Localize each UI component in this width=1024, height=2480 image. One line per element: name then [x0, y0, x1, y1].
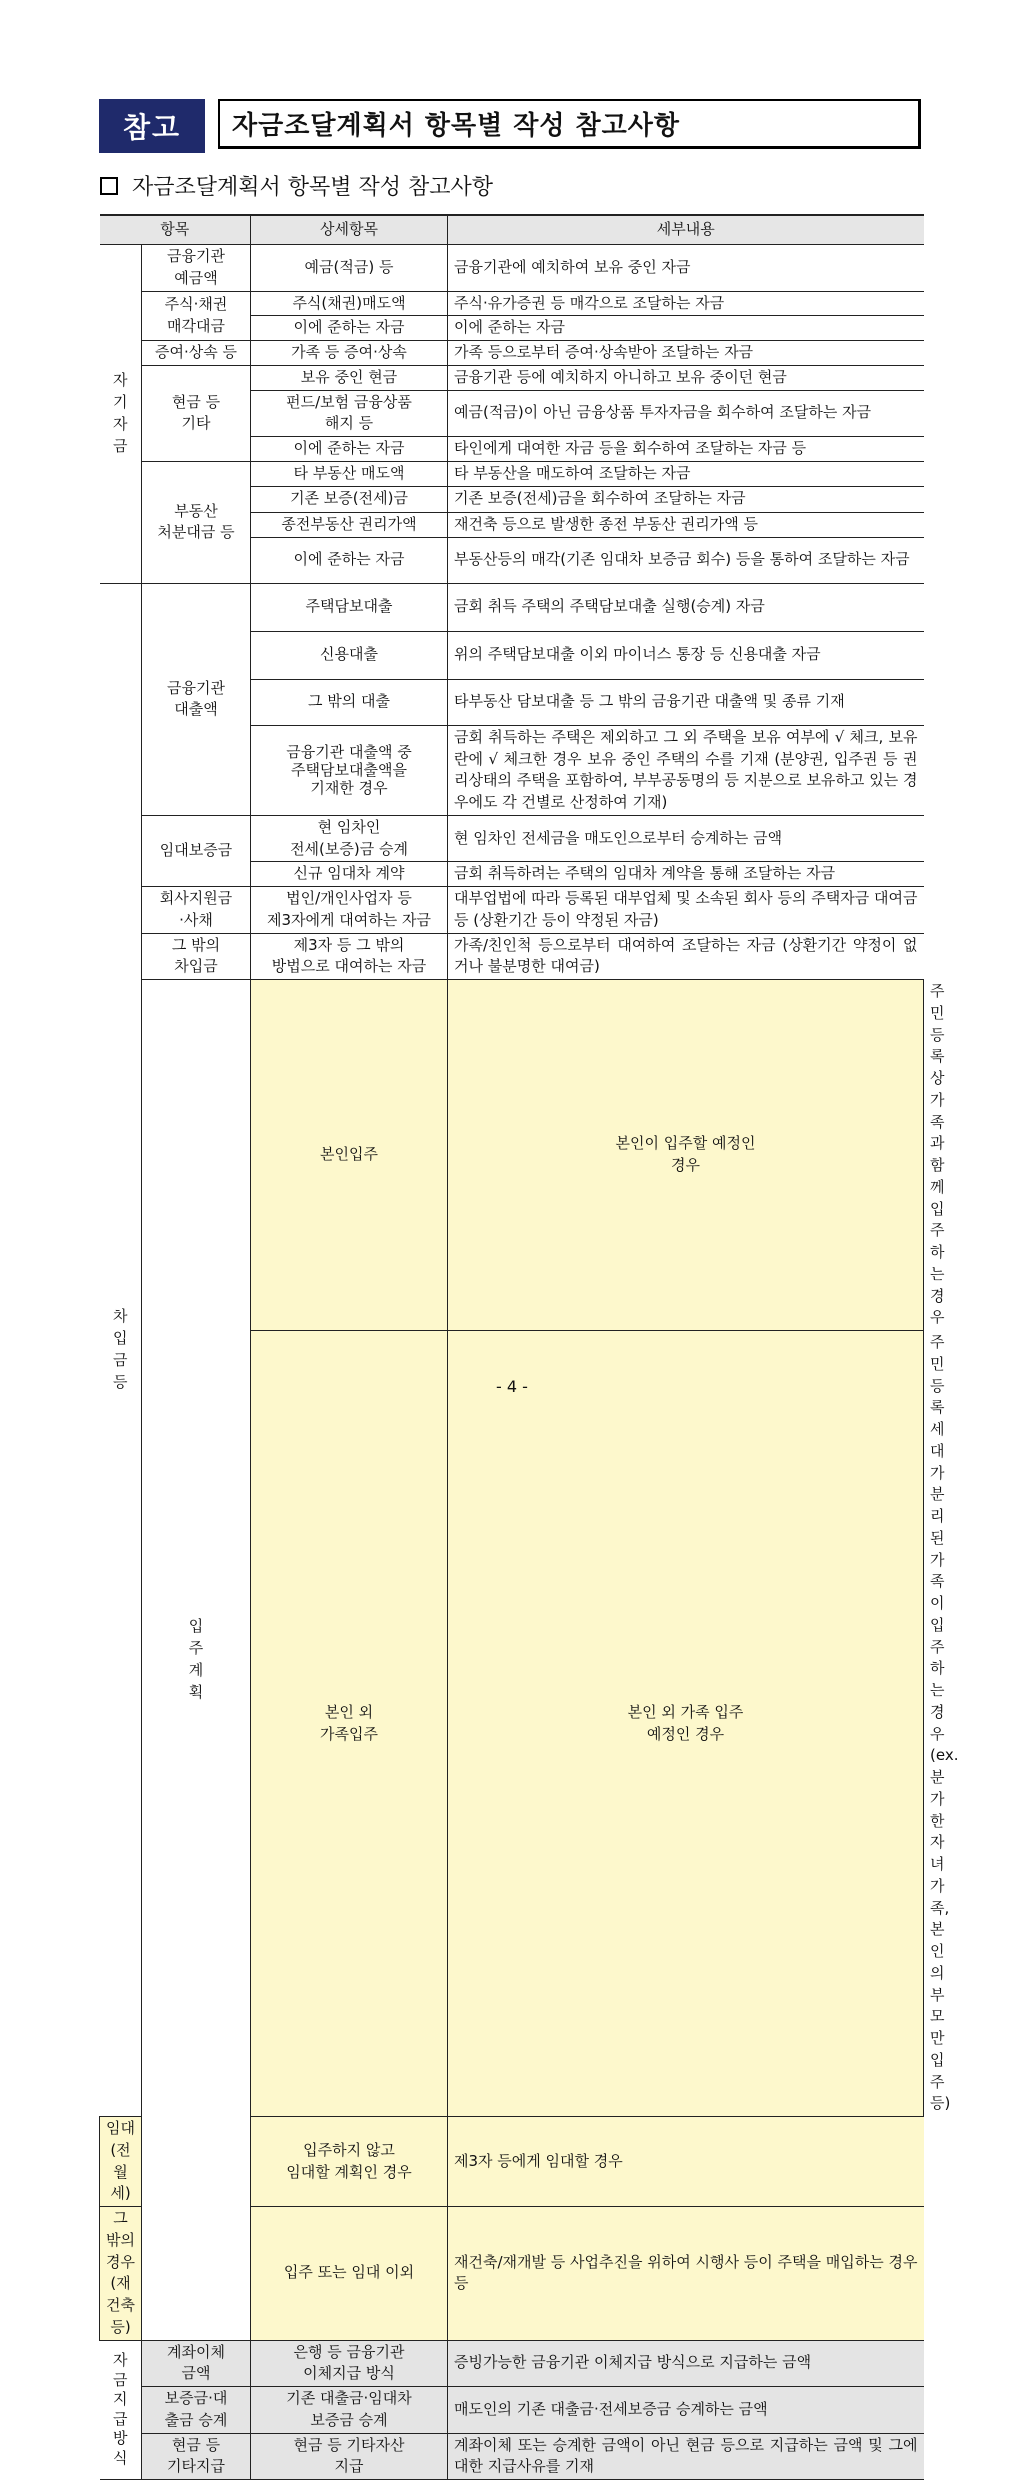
row-description: 대부업법에 따라 등록된 대부업체 및 소속된 회사 등의 주택자금 대여금 등 (상환기간 등이 약정된 자금)	[448, 887, 924, 934]
table-header-row	[100, 215, 924, 245]
row-description: 위의 주택담보대출 이외 마이너스 통장 등 신용대출 자금	[448, 631, 924, 679]
table-row	[100, 291, 924, 316]
row-item: 회사지원금 ·사채	[142, 887, 251, 934]
row-detail: 주식(채권)매도액	[251, 291, 448, 316]
row-description: 재건축 등으로 발생한 종전 부동산 권리가액 등	[448, 512, 924, 537]
table-row	[100, 461, 924, 486]
section-move-in: 입 주 계 획	[142, 980, 251, 2341]
row-description: 이에 준하는 자금	[448, 316, 924, 341]
table-row: 본인 외 가족입주 본인 외 가족 입주 예정인 경우 주민등록세대가 분리된 가족이 입주하는 경우 (ex. 분가한 자녀가족, 본인의 부모만 입주 등)	[100, 1331, 924, 2117]
row-item: 임대(전월세)	[100, 2117, 142, 2207]
header-item: 항목	[100, 215, 251, 245]
row-description: 금회 취득하려는 주택의 임대차 계약을 통해 조달하는 자금	[448, 862, 924, 887]
row-detail: 이에 준하는 자금	[251, 437, 448, 462]
row-detail: 타 부동산 매도액	[251, 461, 448, 486]
row-detail: 이에 준하는 자금	[251, 316, 448, 341]
row-detail: 기존 대출금·임대차 보증금 승계	[251, 2387, 448, 2434]
row-item: 계좌이체 금액	[142, 2340, 251, 2387]
row-detail: 기존 보증(전세)금	[251, 486, 448, 512]
row-detail: 은행 등 금융기관 이체지급 방식	[251, 2340, 448, 2387]
row-description: 현 임차인 전세금을 매도인으로부터 승계하는 금액	[448, 815, 924, 862]
row-item: 그 밖의 차입금	[142, 933, 251, 980]
row-description: 금회 취득하는 주택은 제외하고 그 외 주택을 보유 여부에 √ 체크, 보유란에 √ 체크한 경우 보유 중인 주택의 수를 기재 (분양권, 입주권 등 권리상태의 주택을 포함하여, 부부공동명의 등 지분으로 보유하고 있는 경우에도 각 건별로 산정하여 기재)	[448, 725, 924, 815]
table-row	[100, 933, 924, 980]
row-detail: 입주 또는 임대 이외	[251, 2207, 448, 2341]
row-item: 부동산 처분대금 등	[142, 461, 251, 583]
row-detail: 신용대출	[251, 631, 448, 679]
row-description: 금융기관 등에 예치하지 아니하고 보유 중이던 현금	[448, 365, 924, 390]
subheading-text: 자금조달계획서 항목별 작성 참고사항	[132, 175, 494, 200]
row-detail: 보유 중인 현금	[251, 365, 448, 390]
row-detail: 주택담보대출	[251, 583, 448, 631]
row-description: 타 부동산을 매도하여 조달하는 자금	[448, 461, 924, 486]
table-row: 입 주 계 획 본인입주 본인이 입주할 예정인 경우 주민등록상 가족과 함께 입주하는 경우	[100, 980, 924, 1331]
row-description: 매도인의 기존 대출금·전세보증금 승계하는 금액	[448, 2387, 924, 2434]
row-description: 기존 보증(전세)금을 회수하여 조달하는 자금	[448, 486, 924, 512]
table-row	[100, 2340, 924, 2387]
row-description: 금회 취득 주택의 주택담보대출 실행(승계) 자금	[448, 583, 924, 631]
row-item: 현금 등 기타	[142, 365, 251, 461]
row-detail: 금융기관 대출액 중 주택담보대출액을 기재한 경우	[251, 725, 448, 815]
row-item: 증여·상속 등	[142, 341, 251, 366]
funding-plan-table	[99, 214, 959, 2480]
table-row	[100, 245, 924, 292]
row-item: 임대보증금	[142, 815, 251, 886]
row-item: 본인입주	[251, 980, 448, 1331]
row-description: 재건축/재개발 등 사업추진을 위하여 시행사 등이 주택을 매입하는 경우 등	[448, 2207, 924, 2341]
row-item: 본인 외 가족입주	[251, 1331, 448, 2117]
section-payment: 자 금 지 급 방 식	[100, 2340, 142, 2480]
table-row	[100, 887, 924, 934]
row-detail: 그 밖의 대출	[251, 679, 448, 725]
row-detail: 현금 등 기타자산 지급	[251, 2433, 448, 2480]
row-detail: 법인/개인사업자 등 제3자에게 대여하는 자금	[251, 887, 448, 934]
checkbox-icon	[100, 177, 118, 195]
row-item: 금융기관 예금액	[142, 245, 251, 292]
table-row	[100, 341, 924, 366]
table-row	[100, 2387, 924, 2434]
page-header	[99, 99, 925, 153]
row-description: 가족/친인척 등으로부터 대여하여 조달하는 자금 (상환기간 약정이 없거나 불분명한 대여금)	[448, 933, 924, 980]
row-detail: 이에 준하는 자금	[251, 537, 448, 583]
page-title: 자금조달계획서 항목별 작성 참고사항	[218, 99, 921, 149]
row-detail: 현 임차인 전세(보증)금 승계	[251, 815, 448, 862]
header-detail: 상세항목	[251, 215, 448, 245]
table-row	[100, 2433, 924, 2480]
row-description: 부동산등의 매각(기존 임대차 보증금 회수) 등을 통하여 조달하는 자금	[448, 537, 924, 583]
row-description: 타부동산 담보대출 등 그 밖의 금융기관 대출액 및 종류 기재	[448, 679, 924, 725]
row-description: 주식·유가증권 등 매각으로 조달하는 자금	[448, 291, 924, 316]
row-item: 주식·채권 매각대금	[142, 291, 251, 341]
row-detail: 신규 임대차 계약	[251, 862, 448, 887]
row-item: 그 밖의 경우 (재건축 등)	[100, 2207, 142, 2341]
page-number: - 4 -	[496, 1377, 528, 1396]
row-description: 예금(적금)이 아닌 금융상품 투자자금을 회수하여 조달하는 자금	[448, 390, 924, 437]
row-item: 보증금·대 출금 승계	[142, 2387, 251, 2434]
row-detail: 본인이 입주할 예정인 경우	[448, 980, 924, 1331]
row-description: 제3자 등에게 임대할 경우	[448, 2117, 924, 2207]
table-row	[100, 815, 924, 862]
section-subheading	[100, 170, 493, 201]
row-item: 현금 등 기타지급	[142, 2433, 251, 2480]
reference-badge: 참고	[99, 99, 205, 153]
row-detail: 제3자 등 그 밖의 방법으로 대여하는 자금	[251, 933, 448, 980]
row-description: 가족 등으로부터 증여·상속받아 조달하는 자금	[448, 341, 924, 366]
row-detail: 본인 외 가족 입주 예정인 경우	[448, 1331, 924, 2117]
row-detail: 종전부동산 권리가액	[251, 512, 448, 537]
row-description: 증빙가능한 금융기관 이체지급 방식으로 지급하는 금액	[448, 2340, 924, 2387]
section-own-funds: 자 기 자 금	[100, 245, 142, 584]
row-description: 타인에게 대여한 자금 등을 회수하여 조달하는 자금 등	[448, 437, 924, 462]
row-detail: 입주하지 않고 임대할 계획인 경우	[251, 2117, 448, 2207]
table-row	[100, 583, 924, 631]
row-description: 금융기관에 예치하여 보유 중인 자금	[448, 245, 924, 292]
table-row	[100, 365, 924, 390]
header-description: 세부내용	[448, 215, 924, 245]
row-description: 계좌이체 또는 승계한 금액이 아닌 현금 등으로 지급하는 금액 및 그에 대한 지급사유를 기재	[448, 2433, 924, 2480]
row-detail: 펀드/보험 금융상품 해지 등	[251, 390, 448, 437]
section-borrowed: 차 입 금 등	[100, 583, 142, 2116]
row-detail: 예금(적금) 등	[251, 245, 448, 292]
row-detail: 가족 등 증여·상속	[251, 341, 448, 366]
row-item: 금융기관 대출액	[142, 583, 251, 815]
